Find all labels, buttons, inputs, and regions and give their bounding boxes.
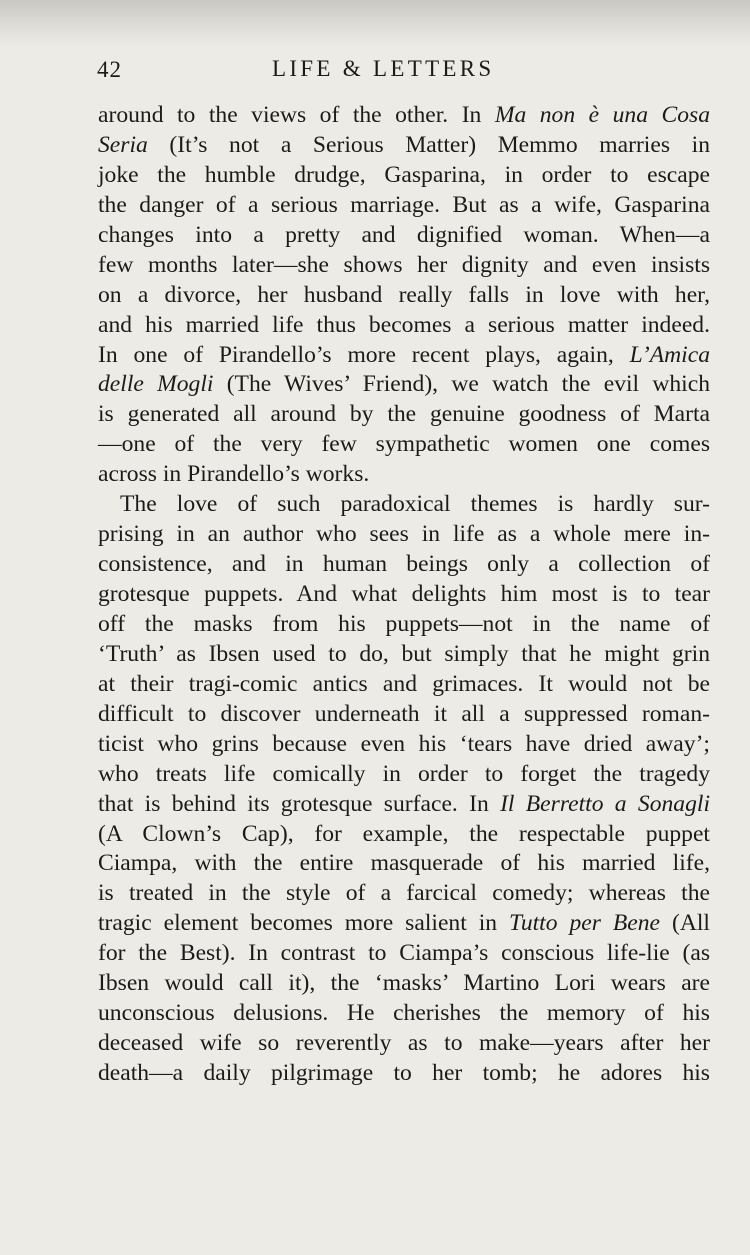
text-line — [98, 251, 710, 281]
text-line — [98, 311, 710, 341]
text-segment: is treated in the style of a farcical comedy; whereas the — [98, 880, 710, 907]
text-line — [98, 879, 710, 909]
text-segment: (A Clown’s Cap), for example, the respectable puppet — [98, 820, 710, 847]
text-segment: (The Wives’ Friend), we watch the evil which — [213, 371, 710, 398]
text-segment: —one of the very few sympathetic women one comes — [98, 431, 710, 458]
text-segment: ‘Truth’ as Ibsen used to do, but simply that he might grin — [98, 640, 710, 667]
text-segment: Ciampa, with the entire masquerade of his married life, — [98, 850, 710, 877]
text-segment: (All — [660, 910, 710, 937]
text-segment: is generated all around by the genuine goodness of Marta — [98, 401, 710, 428]
text-segment: few months later—she shows her dignity and even insists — [98, 251, 710, 278]
text-segment: tragic element becomes more salient in — [98, 910, 510, 937]
text-segment: changes into a pretty and dignified woman. When—a — [98, 221, 710, 248]
text-segment: consistence, and in human beings only a collection of — [98, 551, 710, 578]
text-line — [98, 909, 710, 939]
text-line — [98, 790, 710, 820]
text-line — [98, 101, 710, 131]
text-line — [98, 580, 710, 610]
text-segment: The love of such paradoxical themes is hardly sur- — [120, 491, 710, 518]
text-segment: prising in an author who sees in life as a whole mere in- — [98, 521, 710, 548]
text-line — [98, 430, 710, 460]
text-segment: on a divorce, her husband really falls in love with her, — [98, 281, 710, 308]
text-segment: across in Pirandello’s works. — [98, 461, 370, 488]
italic-title: delle Mogli — [98, 371, 214, 398]
text-segment: death—a daily pilgrimage to her tomb; he adores his — [98, 1060, 710, 1086]
text-line — [98, 999, 710, 1029]
text-line — [98, 820, 710, 850]
text-line — [98, 969, 710, 999]
text-line — [98, 610, 710, 640]
text-line — [98, 550, 710, 580]
text-line — [98, 490, 710, 520]
text-segment: unconscious delusions. He cherishes the memory of his — [98, 1000, 710, 1027]
italic-title: Ma non è una Cosa — [494, 102, 710, 128]
text-segment: that is behind its grotesque surface. In — [98, 790, 501, 817]
body-text — [98, 101, 710, 1089]
text-line — [98, 400, 710, 430]
text-line — [98, 939, 710, 969]
text-segment: Ibsen would call it), the ‘masks’ Martino Lori wears are — [98, 970, 710, 997]
text-line — [98, 221, 710, 251]
text-segment: who treats life comically in order to forget the tragedy — [98, 760, 710, 787]
text-line — [98, 370, 710, 400]
text-segment: the danger of a serious marriage. But as a wife, Gasparina — [98, 191, 710, 218]
text-segment: grotesque puppets. And what delights him most is to tear — [98, 581, 710, 607]
italic-title: Seria — [98, 131, 148, 158]
text-line — [98, 460, 710, 490]
text-line — [98, 161, 710, 191]
running-head: LIFE & LETTERS — [272, 56, 495, 81]
text-segment: at their tragi-comic antics and grimaces. It would not be — [98, 670, 710, 697]
text-segment: (It’s not a Serious Matter) Memmo marries in — [147, 131, 710, 158]
text-segment: around to the views of the other. In — [98, 102, 495, 128]
text-segment: joke the humble drudge, Gasparina, in order to escape — [98, 161, 710, 188]
italic-title: Il Berretto a Sonagli — [500, 790, 710, 817]
text-line — [98, 131, 710, 161]
text-line — [98, 760, 710, 790]
text-line — [98, 1029, 710, 1059]
text-segment: deceased wife so reverently as to make—years after her — [98, 1030, 710, 1057]
text-line — [98, 670, 710, 700]
text-line — [98, 1059, 710, 1089]
text-line — [98, 700, 710, 730]
text-line — [98, 520, 710, 550]
text-line — [98, 640, 710, 670]
text-segment: In one of Pirandello’s more recent plays, again, — [98, 341, 630, 368]
text-segment: and his married life thus becomes a serious matter indeed. — [98, 311, 710, 338]
page-number: 42 — [97, 57, 122, 82]
text-line — [98, 191, 710, 221]
italic-title: L’Amica — [629, 341, 710, 368]
text-line — [98, 730, 710, 760]
text-segment: ticist who grins because even his ‘tears have dried away’; — [98, 730, 710, 757]
text-line — [98, 849, 710, 879]
text-line — [98, 281, 710, 311]
text-segment: off the masks from his puppets—not in the name of — [98, 610, 710, 637]
text-segment: for the Best). In contrast to Ciampa’s conscious life-lie (as — [98, 940, 710, 967]
text-segment: difficult to discover underneath it all a suppressed roman- — [98, 700, 710, 727]
italic-title: Tutto per Bene — [509, 910, 661, 937]
text-line — [98, 341, 710, 371]
